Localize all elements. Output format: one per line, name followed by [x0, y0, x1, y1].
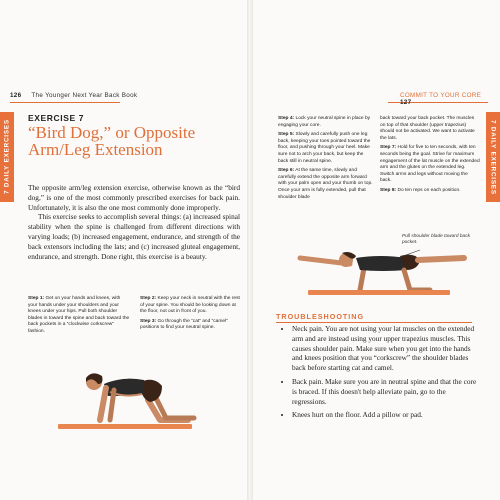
step-item: Step 2: Keep your neck in neutral with the rest of your spine. You should be looking down at the floor, not out in front of you. — [140, 296, 240, 315]
troubleshooting-rule — [276, 322, 472, 323]
exercise-mat-left — [58, 424, 192, 429]
book-title: The Younger Next Year Back Book — [31, 92, 138, 99]
troubleshooting-item: • Neck pain. You are not using your lat muscles on the extended arm and are instead using your upper trapezius muscles. This causes shoulder pain. Make sure when you get into the hands and knees position that you “corkscrew” the shoulder blades back before starting cat and camel. — [292, 324, 482, 373]
step-item: Step 4: Lock your neutral spine in place by engaging your core. — [278, 116, 371, 128]
exercise-mat-right — [308, 290, 450, 295]
troubleshooting-list — [282, 324, 482, 424]
intro-paragraph: The opposite arm/leg extension exercise, otherwise known as the “bird dog,” is one of the most commonly prescribed exercises for back pain. Unfortunately, it is also the one most commonly done improperly. — [28, 183, 240, 212]
steps-column-4 — [380, 116, 480, 198]
page-number-left: 126 — [10, 92, 22, 99]
steps-column-3 — [278, 116, 374, 204]
side-tab-left: 7 DAILY EXERCISES — [0, 112, 14, 202]
step-item: Step 3: Go through the “cat” and “camel” positions to find your neutral spine. — [140, 318, 228, 331]
step-item: back toward your back pocket. The muscles on top of that shoulder (upper trapezius) should not be activated. We want to activate the lats. — [380, 116, 475, 141]
troubleshooting-item: • Back pain. Make sure you are in neutral spine and that the core is braced. If this doesn't help alleviate pain, go to the regressions. — [292, 377, 482, 406]
figure-caption: Pull shoulder blade toward back pocket. — [402, 234, 470, 246]
step-item: Step 6: At the same time, slowly and carefully extend the opposite arm forward with your palm open and your thumb on top. Once your arm is fully extended, pull that shoulder blade — [278, 168, 373, 200]
intro-text — [28, 183, 240, 261]
side-tab-right: 7 DAILY EXERCISES — [486, 112, 500, 202]
left-running-header — [10, 92, 137, 99]
steps-column-1 — [28, 296, 130, 339]
header-rule-left — [10, 102, 120, 103]
bird-dog-figure — [280, 240, 470, 296]
book-gutter — [247, 0, 253, 500]
troubleshooting-title: TROUBLESHOOTING — [276, 312, 365, 321]
running-head: COMMIT TO YOUR CORE — [400, 92, 482, 99]
exercise-label: EXERCISE 7 — [28, 113, 85, 123]
step-item: Step 5: Slowly and carefully push one leg back, keeping your toes pointed toward the floor, and pushing through your heel. Make sure not to arch your back, but keep the back still in neutral spine. — [278, 132, 371, 164]
step-item: Step 1: Get on your hands and knees, with your hands under your shoulders and your knees under your hips. Pull both shoulder blades in toward the spine and back toward the back pockets in a “clockwise corkscrew” fashion. — [28, 296, 130, 334]
steps-column-2 — [140, 296, 240, 335]
exercise-title: “Bird Dog,” or Opposite Arm/Leg Extension — [28, 123, 196, 159]
page-number-right: 127 — [400, 99, 412, 106]
troubleshooting-item: • Knees hurt on the floor. Add a pillow or pad. — [292, 410, 482, 420]
step-item: Step 7: Hold for five to ten seconds, with ten seconds being the goal. Strive for maximum engagement of the lat muscle on the extended arm and the glutes on the extended leg. Switch arms and legs without moving the back. — [380, 145, 480, 184]
right-running-header — [400, 92, 500, 106]
step-item: Step 8: Do ten reps on each position. — [380, 187, 461, 193]
right-page — [250, 0, 500, 500]
all-fours-figure — [70, 362, 200, 428]
intro-paragraph: This exercise seeks to accomplish several things: (a) increased spinal stability when the spine is challenged from different directions with varying loads; (b) increased engagement, endurance, and strength of the back extensors including the lats; and (c) increased gluteal engagement, endurance, and strength. Done right, this exercise is a beauty. — [28, 212, 240, 261]
